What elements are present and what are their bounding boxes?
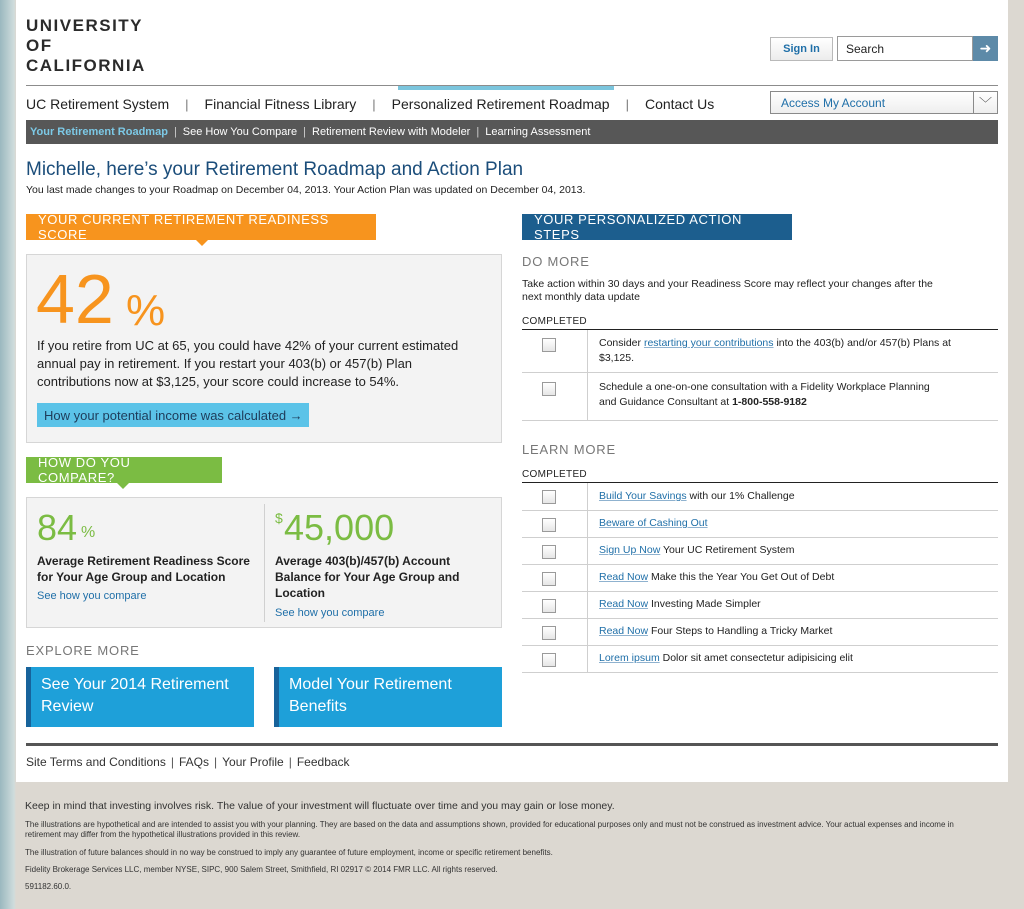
table-row — [522, 373, 998, 421]
compare-panel — [26, 497, 502, 628]
table-row — [522, 538, 998, 565]
learn-item-text — [599, 624, 959, 639]
consultant-phone-number: 1-800-558-9182 — [732, 396, 807, 408]
subnav-item-your-retirement-roadmap[interactable]: Your Retirement Roadmap — [30, 126, 168, 138]
table-row — [522, 646, 998, 673]
subnav-separator: | — [476, 126, 480, 138]
readiness-score-panel — [26, 254, 502, 443]
completed-cell — [522, 511, 588, 537]
learn-item-text — [599, 489, 959, 504]
read-now-link[interactable]: Read Now — [599, 571, 649, 583]
illustration-disclaimer: The illustrations are hypothetical and are intended to assist you with your planning. They are based on the data and assumptions shown, provided for educational purposes only and must not be construed as investment advice. Your actual expenses and income in retirement may differ from the hypothetical illustrations provided in this review. — [25, 820, 954, 839]
learn-item-text — [599, 570, 959, 585]
learn-item-text — [599, 597, 959, 612]
chevron-down-icon: ﹀ — [973, 92, 997, 113]
footer-link-faqs[interactable]: FAQs — [178, 755, 209, 769]
logo-line: UNIVERSITY — [26, 16, 144, 35]
avg-readiness-score-value: 84 — [37, 507, 78, 548]
nav-separator: | — [185, 96, 189, 112]
completed-cell — [522, 619, 588, 645]
subnav-separator: | — [173, 126, 177, 138]
do-more-intro: Take action within 30 days and your Readiness Score may reflect your changes after the next monthly data update — [522, 278, 933, 303]
readiness-score-heading: YOUR CURRENT RETIREMENT READINESS SCORE — [26, 214, 376, 240]
table-row — [522, 483, 998, 511]
income-calculation-button[interactable]: How your potential income was calculated → — [37, 403, 309, 427]
avg-account-balance-label: Average 403(b)/457(b) Account Balance for Your Age Group and Location — [275, 554, 460, 600]
footer-link-site-terms[interactable]: Site Terms and Conditions — [26, 755, 166, 769]
learn-more-heading: LEARN MORE — [522, 442, 616, 457]
copyright-notice: Fidelity Brokerage Services LLC, member NYSE, SIPC, 900 Salem Street, Smithfield, RI 02917 © 2014 FMR LLC. All rights reserved. — [25, 865, 498, 874]
table-row — [522, 592, 998, 619]
build-your-savings-link[interactable]: Build Your Savings — [599, 490, 687, 502]
logo-line: OF — [26, 36, 53, 55]
completed-checkbox[interactable] — [542, 572, 556, 586]
subnav-separator: | — [303, 126, 307, 138]
subnav-item-retirement-review[interactable]: Retirement Review with Modeler — [312, 126, 471, 138]
last-updated-text: You last made changes to your Roadmap on December 04, 2013. Your Action Plan was updated on December 04, 2013. — [26, 184, 586, 196]
search-submit-button[interactable] — [973, 36, 998, 61]
completed-column-label: COMPLETED — [522, 316, 587, 327]
learn-more-table — [522, 483, 998, 673]
do-more-table — [522, 330, 998, 421]
learn-item-desc: Make this the Year You Get Out of Debt — [648, 571, 835, 583]
risk-disclaimer: Keep in mind that investing involves risk. The value of your investment will fluctuate over time and you may gain or lose money. — [25, 800, 615, 812]
footer-link-your-profile[interactable]: Your Profile — [222, 755, 284, 769]
restart-contributions-link[interactable]: restarting your contributions — [643, 337, 774, 349]
action-text-part: Schedule a one-on-one consultation with a Fidelity Workplace Planning and Guidance Consultant at — [599, 381, 930, 408]
table-row — [522, 565, 998, 592]
completed-checkbox[interactable] — [542, 626, 556, 640]
readiness-score-percent: % — [126, 286, 166, 335]
footer-links — [26, 755, 350, 769]
do-more-heading: DO MORE — [522, 254, 590, 269]
see-retirement-review-button[interactable]: See Your 2014 Retirement Review — [26, 667, 254, 727]
completed-column-label: COMPLETED — [522, 469, 587, 480]
completed-checkbox[interactable] — [542, 545, 556, 559]
model-retirement-benefits-button[interactable]: Model Your Retirement Benefits — [274, 667, 502, 727]
nav-item-personalized-retirement-roadmap[interactable]: Personalized Retirement Roadmap — [391, 96, 610, 112]
footer-divider — [26, 743, 998, 746]
avg-readiness-score-label: Average Retirement Readiness Score for Your Age Group and Location — [37, 554, 250, 584]
nav-separator: | — [372, 96, 376, 112]
completed-checkbox[interactable] — [542, 518, 556, 532]
avg-account-balance-value: 45,000 — [284, 507, 395, 548]
see-how-you-compare-link[interactable]: See how you compare — [275, 607, 385, 619]
explore-more-heading: EXPLORE MORE — [26, 643, 140, 658]
topnav-active-indicator — [398, 86, 614, 90]
read-now-link[interactable]: Read Now — [599, 598, 649, 610]
table-row — [522, 511, 998, 538]
beware-cashing-out-link[interactable]: Beware of Cashing Out — [599, 517, 708, 529]
completed-cell — [522, 373, 588, 420]
completed-cell — [522, 538, 588, 564]
how-do-you-compare-heading: HOW DO YOU COMPARE? — [26, 457, 222, 483]
learn-item-text — [599, 516, 959, 531]
footer-separator: | — [288, 755, 292, 769]
read-now-link[interactable]: Read Now — [599, 625, 649, 637]
see-how-you-compare-link[interactable]: See how you compare — [37, 590, 147, 602]
uc-logo[interactable] — [26, 16, 146, 76]
top-navigation — [26, 94, 714, 114]
currency-symbol: $ — [275, 510, 283, 526]
completed-checkbox[interactable] — [542, 653, 556, 667]
future-balance-disclaimer: The illustration of future balances should in no way be construed to imply any guarantee of future employment, income or specific retirement benefits. — [25, 848, 553, 857]
completed-checkbox[interactable] — [542, 599, 556, 613]
footer-separator: | — [170, 755, 174, 769]
readiness-score-description: If you retire from UC at 65, you could have 42% of your current estimated annual pay in retirement. If you restart your 403(b) or 457(b) Plan contributions now at $3,125, your score could increase to 54%. — [37, 338, 459, 389]
sign-in-button[interactable]: Sign In — [770, 37, 833, 61]
readiness-score-value: 42 — [36, 260, 114, 338]
arrow-right-icon: ➜ — [979, 40, 992, 56]
footer-link-feedback[interactable]: Feedback — [296, 755, 350, 769]
learn-item-desc: Your UC Retirement System — [660, 544, 795, 556]
learn-item-desc: Four Steps to Handling a Tricky Market — [648, 625, 833, 637]
search-input[interactable] — [837, 36, 973, 61]
learn-item-desc: Investing Made Simpler — [648, 598, 761, 610]
action-text — [599, 336, 959, 366]
document-code: 591182.60.0. — [25, 882, 72, 891]
sign-up-now-link[interactable]: Sign Up Now — [599, 544, 661, 556]
action-steps-heading: YOUR PERSONALIZED ACTION STEPS — [522, 214, 792, 240]
footer-separator: | — [214, 755, 218, 769]
table-row — [522, 330, 998, 373]
learn-item-desc: with our 1% Challenge — [686, 490, 795, 502]
completed-cell — [522, 646, 588, 672]
nav-item-contact-us[interactable]: Contact Us — [644, 96, 715, 112]
content-sheet — [16, 0, 1008, 782]
action-text — [599, 380, 949, 410]
logo-line: CALIFORNIA — [26, 56, 146, 75]
completed-checkbox[interactable] — [542, 338, 556, 352]
nav-separator: | — [625, 96, 629, 112]
completed-cell — [522, 565, 588, 591]
avg-readiness-score-unit: % — [81, 524, 96, 541]
lorem-ipsum-link[interactable]: Lorem ipsum — [599, 652, 660, 664]
learn-item-text — [599, 543, 959, 558]
sub-navigation — [26, 120, 998, 144]
completed-cell — [522, 330, 588, 372]
learn-item-text — [599, 651, 959, 666]
completed-cell — [522, 483, 588, 510]
page-title: Michelle, here’s your Retirement Roadmap and Action Plan — [26, 159, 524, 180]
learn-item-desc: Dolor sit amet consectetur adipisicing elit — [659, 652, 853, 664]
completed-checkbox[interactable] — [542, 382, 556, 396]
action-text-part: Consider — [599, 337, 644, 349]
completed-cell — [522, 592, 588, 618]
completed-checkbox[interactable] — [542, 490, 556, 504]
action-text-part: into the 403(b) and/or 457(b) Plans at $3,125. — [599, 337, 951, 364]
nav-item-uc-retirement-system[interactable]: UC Retirement System — [26, 96, 170, 112]
nav-item-financial-fitness-library[interactable]: Financial Fitness Library — [204, 96, 357, 112]
subnav-item-see-how-you-compare[interactable]: See How You Compare — [182, 126, 298, 138]
subnav-item-learning-assessment[interactable]: Learning Assessment — [485, 126, 591, 138]
table-row — [522, 619, 998, 646]
access-my-account-label: Access My Account — [781, 95, 886, 110]
access-my-account-dropdown[interactable] — [770, 91, 998, 114]
compare-divider — [264, 504, 265, 622]
